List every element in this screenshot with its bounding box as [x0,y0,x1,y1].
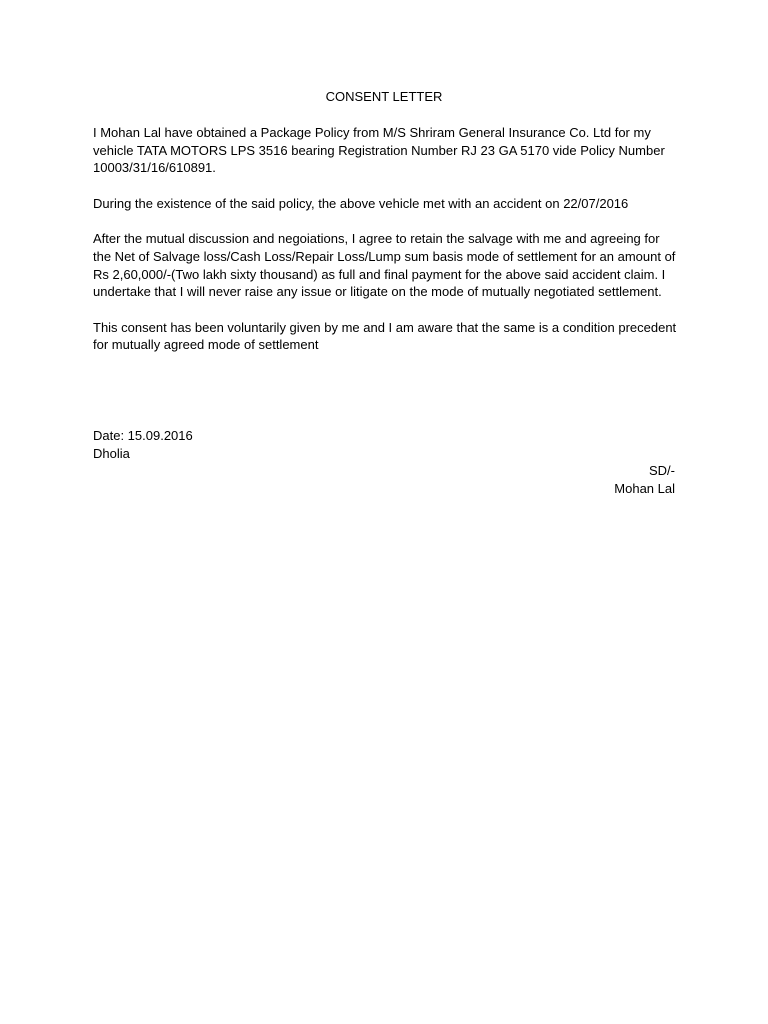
letter-body [93,124,678,372]
paragraph-settlement: After the mutual discussion and negoiations, I agree to retain the salvage with me and agreeing for the Net of Salvage loss/Cash Loss/Repair Loss/Lump sum basis mode of settlement for an amount of Rs 2,60,000/-(Two lakh sixty thousand) as full and final payment for the above said accident claim. I undertake that I will never raise any issue or litigate on the mode of mutually negotiated settlement. [93,231,676,300]
date-line: Date: 15.09.2016 [93,428,193,443]
paragraph-consent: This consent has been voluntarily given by me and I am aware that the same is a condition precedent for mutually agreed mode of settlement [93,319,677,353]
date-place-block [93,427,193,462]
paragraph-accident: During the existence of the said policy, the above vehicle met with an accident on 22/07/2016 [93,195,629,211]
signature-block [614,462,675,497]
document-title: CONSENT LETTER [325,89,443,104]
signature-mark: SD/- [649,463,675,478]
place-line: Dholia [93,445,130,461]
paragraph-policy-details: I Mohan Lal have obtained a Package Policy from M/S Shriram General Insurance Co. Ltd for my vehicle TATA MOTORS LPS 3516 bearing Registration Number RJ 23 GA 5170 vide Policy Number 10003/31/16/610891. [93,125,665,176]
signatory-name: Mohan Lal [614,480,675,496]
